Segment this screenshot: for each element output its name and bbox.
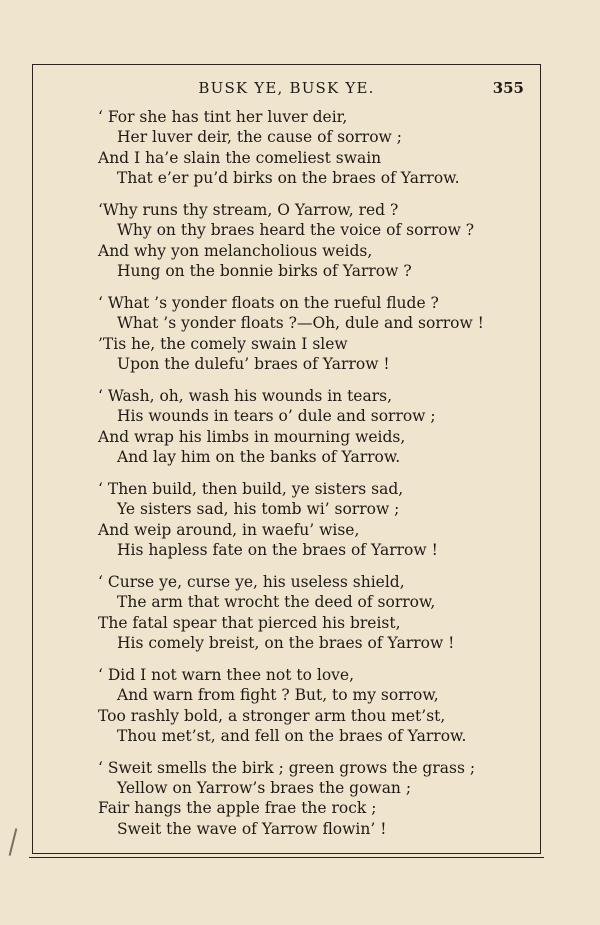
poem-line: Sweit the wave of Yarrow flowin’ ! [117,819,387,838]
stanza [98,665,538,746]
stanza [98,386,538,467]
page-frame [32,64,541,854]
poem-line: ‘Why runs thy stream, O Yarrow, red ? [98,200,399,219]
poem-line: ‘ What ’s yonder floats on the rueful flude ? [98,293,439,312]
running-head [33,79,540,101]
poem-line: Yellow on Yarrow’s braes the gowan ; [117,779,412,798]
header-title: BUSK YE, BUSK YE. [198,79,375,97]
poem-line: ‘ Then build, then build, ye sisters sad, [98,479,404,498]
poem-line: That e’er pu’d birks on the braes of Yarrow. [117,168,460,187]
poem-line: Fair hangs the apple frae the rock ; [98,799,377,818]
poem-line: And weip around, in waefu’ wise, [98,520,360,539]
poem-line: ‘ Curse ye, curse ye, his useless shield, [98,572,405,591]
poem-line: What ’s yonder floats ?—Oh, dule and sorrow ! [117,314,484,333]
poem-line: ‘ Sweit smells the birk ; green grows the grass ; [98,758,476,777]
poem-line: His hapless fate on the braes of Yarrow ! [117,540,438,559]
stanza [98,479,538,560]
poem-line: Upon the dulefu’ braes of Yarrow ! [117,354,390,373]
stanza [98,200,538,281]
poem-line: His comely breist, on the braes of Yarrow ! [117,633,455,652]
margin-mark [9,828,17,856]
poem-line: Ye sisters sad, his tomb wi’ sorrow ; [117,500,400,519]
stanza [98,107,538,188]
poem-line: And warn from fight ? But, to my sorrow, [117,686,439,705]
page-number: 355 [492,79,524,97]
poem-line: And lay him on the banks of Yarrow. [117,447,401,466]
poem-body [98,107,538,851]
poem-line: And I ha’e slain the comeliest swain [98,148,382,167]
poem-line: And wrap his limbs in mourning weids, [98,427,406,446]
stanza [98,758,538,839]
poem-line: Hung on the bonnie birks of Yarrow ? [117,261,412,280]
poem-line: Why on thy braes heard the voice of sorrow ? [117,221,475,240]
poem-line: ‘ Wash, oh, wash his wounds in tears, [98,386,393,405]
poem-line: The fatal spear that pierced his breist, [98,613,401,632]
poem-line: ‘ Did I not warn thee not to love, [98,665,355,684]
poem-line: Her luver deir, the cause of sorrow ; [117,128,402,147]
poem-line: Thou met’st, and fell on the braes of Yarrow. [117,726,467,745]
poem-line: And why yon melancholious weids, [98,241,373,260]
poem-line: Too rashly bold, a stronger arm thou met’st, [98,706,446,725]
stanza [98,572,538,653]
poem-line: The arm that wrocht the deed of sorrow, [117,593,436,612]
poem-line: ’Tis he, the comely swain I slew [98,334,348,353]
stanza [98,293,538,374]
poem-line: His wounds in tears o’ dule and sorrow ; [117,407,436,426]
poem-line: ‘ For she has tint her luver deir, [98,108,348,126]
